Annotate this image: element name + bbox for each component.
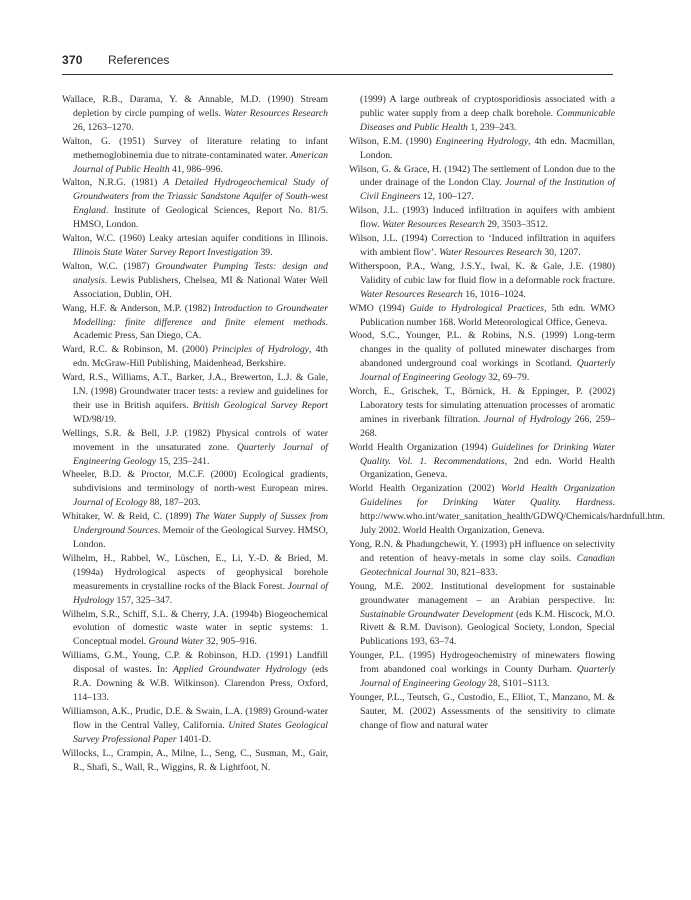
reference-entry <box>62 468 328 510</box>
reference-text: Witherspoon, P.A., Wang, J.S.Y., Iwal, K. & Gale, J.E. (1980) Validity of cubic law for fluid flow in a deformable rock fracture. <box>349 260 615 286</box>
reference-source-title: Applied Groundwater Hydrology <box>172 664 307 676</box>
reference-text: 1401-D. <box>176 733 211 745</box>
reference-entry <box>62 93 328 135</box>
reference-text: 1, 239–243. <box>467 121 517 133</box>
reference-source-title: World Health Organization Guidelines for Drinking Water Quality. Hardness <box>360 483 615 509</box>
reference-source-title: Groundwater Pumping Tests: design and analysis <box>73 260 328 286</box>
reference-entry <box>62 232 328 260</box>
reference-text: 15, 235–241. <box>156 455 210 467</box>
reference-source-title: Quarterly Journal of Engineering Geology <box>360 358 615 384</box>
reference-source-title: Water Resources Research <box>360 288 463 300</box>
reference-text: 30, 821–833. <box>444 566 498 578</box>
reference-source-title: Journal of Ecology <box>73 497 148 509</box>
reference-source-title: Quarterly Journal of Engineering Geology <box>73 441 328 467</box>
reference-entry <box>62 608 328 650</box>
reference-entry <box>349 329 615 385</box>
page-number: 370 <box>62 53 83 67</box>
reference-text: Ward, R.S., Williams, A.T., Barker, J.A., Brewerton, L.J. & Gale, I.N. (1998) Groundwater tracer tests: a review and guidelines for their use in British aquifers. <box>62 372 328 411</box>
reference-source-title: Journal of the Institution of Civil Engineers <box>360 177 615 203</box>
reference-text: Walton, W.C. (1987) <box>62 260 156 272</box>
reference-text: Wellings, S.R. & Bell, J.P. (1982) Physical controls of water movement in the unsaturated zone. <box>62 427 328 453</box>
reference-text: Wilson, G. & Grace, H. (1942) The settlement of London due to the under drainage of the London Clay. <box>349 163 615 189</box>
reference-source-title: Sustainable Groundwater Development <box>360 608 514 620</box>
reference-text: 16, 1016–1024. <box>462 288 526 300</box>
reference-text: WD/98/19. <box>73 413 117 425</box>
reference-text: Williams, G.M., Young, C.P. & Robinson, H.D. (1991) Landfill disposal of wastes. In: <box>62 650 328 676</box>
reference-text: . Memoir of the Geological Survey. HMSO, London. <box>73 525 328 550</box>
reference-source-title: Introduction to Groundwater Modelling: finite difference and finite element methods <box>73 302 328 328</box>
reference-source-title: Guide to Hydrological Practices <box>409 302 545 314</box>
reference-entry <box>349 538 615 580</box>
reference-text: Worch, E., Grischek, T., Börnick, H. & Eppinger, P. (2002) Laboratory tests for simulating attenuation processes of aromatic amines in riverbank filtration. <box>349 386 615 425</box>
reference-text: (eds K.M. Hiscock, M.O. Rivett & R.M. Davison). Geological Society, London, Special Publications 193, 63–74. <box>360 608 615 648</box>
reference-source-title: Canadian Geotechnical Journal <box>360 552 615 578</box>
reference-text: , 5th edn. WMO Publication number 168. World Meteorological Office, Geneva. <box>360 302 615 328</box>
reference-text: Wilhelm, S.R., Schiff, S.L. & Cherry, J.A. (1994b) Biogeochemical evolution of domestic waste water in septic systems: 1. Conceptual model. <box>62 608 328 648</box>
reference-text: (eds R.A. Downing & W.B. Wilkinson). Clarendon Press, Oxford, 114–133. <box>73 664 328 703</box>
reference-entry <box>349 649 615 691</box>
reference-entry <box>62 649 328 705</box>
reference-text: Young, M.E. 2002. Institutional development for sustainable groundwater management – an Arabian perspective. In: <box>349 580 615 606</box>
reference-text: Wallace, R.B., Darama, Y. & Annable, M.D. (1990) Stream depletion by circle pumping of wells. <box>62 94 328 119</box>
reference-text: 28, S101–S113. <box>485 678 550 690</box>
reference-text: 266, 259–268. <box>360 413 615 439</box>
reference-text: Wang, H.F. & Anderson, M.P. (1982) <box>62 302 214 314</box>
reference-entry <box>62 260 328 302</box>
reference-text: World Health Organization (2002) <box>349 483 501 495</box>
reference-text: World Health Organization (1994) <box>349 441 492 453</box>
reference-entry <box>349 580 615 650</box>
reference-text: Yong, R.N. & Phadungchewit, Y. (1993) pH influence on selectivity and retention of heavy-metals in some clay soils. <box>349 539 615 564</box>
reference-text: Wood, S.C., Younger, P.L. & Robins, N.S. (1999) Long-term changes in the quality of polluted minewater discharges from abandoned underground coal workings in Scotland. <box>349 330 615 370</box>
reference-source-title: Water Resources Research <box>439 246 542 258</box>
reference-source-title: Principles of Hydrology <box>212 344 309 356</box>
section-title: References <box>108 53 170 67</box>
reference-text: Whitaker, W. & Reid, C. (1899) <box>62 511 196 523</box>
reference-entry <box>349 93 615 135</box>
reference-text: Wilson, E.M. (1990) <box>349 135 436 147</box>
reference-entry <box>62 302 328 344</box>
reference-source-title: A Detailed Hydrogeochemical Study of Groundwaters from the Triassic Sandstone Aquifer of South-west England <box>73 177 328 217</box>
reference-text: . Lewis Publishers, Chelsea, MI & National Water Well Association, Dublin, OH. <box>73 274 328 300</box>
reference-text: Willocks, L., Crampin, A., Milne, L., Seng, C., Susman, M., Gair, R., Shafi, S., Wall, R., Wiggins, R. & Lightfoot, N. <box>62 747 328 773</box>
reference-entry <box>62 747 328 775</box>
reference-text: Younger, P.L. (1995) Hydrogeochemistry of minewaters flowing from abandoned coal workings in County Durham. <box>349 650 615 676</box>
reference-text: Wilson, J.L. (1993) Induced infiltration in aquifers with ambient flow. <box>349 205 615 231</box>
reference-entry <box>62 135 328 177</box>
reference-entry <box>349 691 615 733</box>
reference-text: 29, 3503–3512. <box>484 219 548 231</box>
reference-text: , 4th edn. Macmillan, London. <box>360 135 615 161</box>
reference-entry <box>62 510 328 552</box>
reference-entry <box>349 232 615 260</box>
reference-text: Walton, N.R.G. (1981) <box>62 177 164 189</box>
reference-text: , 2nd edn. World Health Organization, Geneva. <box>360 455 615 481</box>
reference-text: 30, 1207. <box>541 246 581 258</box>
reference-text: Williamson, A.K., Prudic, D.E. & Swain, L.A. (1989) Ground-water flow in the Central Valley, California. <box>62 705 328 731</box>
reference-text: 32, 69–79. <box>485 372 530 384</box>
reference-entry <box>349 482 666 538</box>
reference-entry <box>349 385 615 441</box>
reference-entry <box>62 343 328 371</box>
reference-text: 12, 100–127. <box>420 191 474 203</box>
reference-entry <box>349 441 615 483</box>
reference-source-title: Ground Water <box>148 636 204 648</box>
reference-text: Ward, R.C. & Robinson, M. (2000) <box>62 344 213 356</box>
reference-entry <box>349 135 615 163</box>
reference-text: 32, 905–916. <box>203 636 257 648</box>
reference-entry <box>62 552 328 608</box>
left-column <box>62 93 328 774</box>
reference-source-title: Water Resources Research <box>223 107 328 119</box>
reference-entry <box>62 176 328 232</box>
reference-source-title: Quarterly Journal of Engineering Geology <box>360 664 615 690</box>
reference-text: . http://www.who.int/water_sanitation_health/GDWQ/Chemicals/hardnfull.htm. July 2002. World Health Organization, Geneva. <box>360 497 666 537</box>
reference-text: 26, 1263–1270. <box>73 121 134 133</box>
reference-text: Walton, G. (1951) Survey of literature relating to infant methemoglobinemia due to nitrate-contaminated water. <box>62 135 328 161</box>
reference-text: Wilhelm, H., Rabbel, W., Lüschen, E., Li, Y.-D. & Bried, M. (1994a) Hydrological aspects of geophysical borehole measurements in crystalline rocks of the Black Forest. <box>62 552 328 592</box>
reference-text: 157, 325–347. <box>114 594 173 606</box>
reference-text: , 4th edn. McGraw-Hill Publishing, Maidenhead, Berkshire. <box>73 344 328 370</box>
reference-source-title: American Journal of Public Health <box>73 149 328 175</box>
reference-source-title: British Geological Survey Report <box>192 399 328 411</box>
reference-source-title: Guidelines for Drinking Water Quality. Vol. 1. Recommendations <box>360 441 615 467</box>
reference-entry <box>62 705 328 747</box>
reference-text: 88, 187–203. <box>147 497 201 509</box>
reference-text: Wheeler, B.D. & Proctor, M.C.F. (2000) Ecological gradients, subdivisions and terminology of north-west European mires. <box>62 469 328 495</box>
reference-source-title: Engineering Hydrology <box>435 135 529 147</box>
reference-source-title: Journal of Hydrology <box>484 413 571 425</box>
reference-source-title: Communicable Diseases and Public Health <box>360 107 615 133</box>
reference-entry <box>62 371 328 427</box>
right-column <box>349 93 666 733</box>
reference-source-title: Water Resources Research <box>381 219 485 231</box>
reference-source-title: United States Geological Survey Professional Paper <box>73 719 329 745</box>
reference-entry <box>349 260 615 302</box>
reference-entry <box>349 302 615 330</box>
reference-entry <box>349 163 615 205</box>
reference-text: 39. <box>258 246 273 258</box>
running-header <box>62 52 613 75</box>
reference-text: Walton, W.C. (1960) Leaky artesian aquifer conditions in Illinois. <box>62 233 328 245</box>
reference-text: Younger, P.L., Teutsch, G., Custodio, E., Elliot, T., Manzano, M. & Sauter, M. (2002) Assessments of the sensitivity to climate change of flow and natural water <box>349 691 615 731</box>
reference-source-title: Journal of Hydrology <box>73 580 328 606</box>
reference-text: . Academic Press, San Diego, CA. <box>73 316 328 342</box>
reference-entry <box>349 204 615 232</box>
reference-text: Wilson, J.L. (1994) Correction to ‘Induced infiltration in aquifers with ambient flow’. <box>349 233 615 258</box>
reference-text: . Institute of Geological Sciences, Report No. 81/5. HMSO, London. <box>73 205 328 231</box>
reference-text: 41, 986–996. <box>169 163 223 175</box>
reference-text: WMO (1994) <box>349 302 410 314</box>
reference-source-title: Illinois State Water Survey Report Investigation <box>73 246 259 258</box>
reference-source-title: The Water Supply of Sussex from Underground Sources <box>73 511 328 537</box>
reference-text: (1999) A large outbreak of cryptosporidiosis associated with a public water supply from a deep chalk borehole. <box>360 94 615 119</box>
reference-entry <box>62 427 328 469</box>
